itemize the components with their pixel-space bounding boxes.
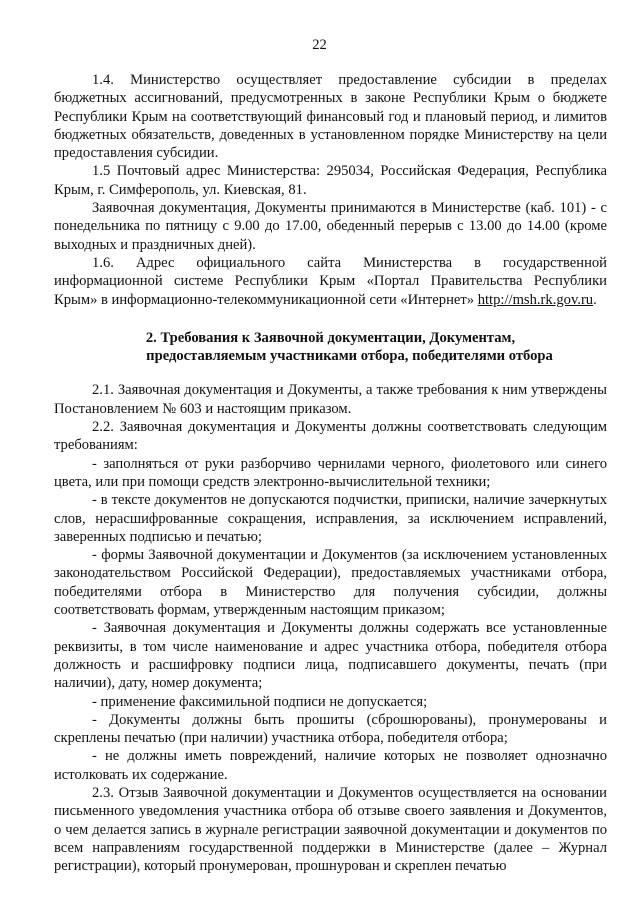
requirement-item: - заполняться от руки разборчиво чернилами черного, фиолетового или синего цвета, или при помощи средств электронно-вычислительной техники;	[54, 455, 607, 490]
page-number: 22	[312, 37, 327, 53]
section-2-heading	[54, 329, 607, 366]
paragraph-1-5: 1.5 Почтовый адрес Министерства: 295034, Российская Федерация, Республика Крым, г. Симферополь, ул. Киевская, 81.	[54, 163, 607, 198]
document-body	[54, 71, 607, 875]
requirement-item: - применение факсимильной подписи не допускается;	[92, 693, 428, 710]
requirement-item: - не должны иметь повреждений, наличие которых не позволяет однозначно истолковать их содержание.	[54, 748, 607, 783]
paragraph-2-1: 2.1. Заявочная документация и Документы, а также требования к ним утверждены Постановлением № 603 и настоящим приказом.	[54, 382, 607, 417]
paragraph-1-6-text: 1.6. Адрес официального сайта Министерства в государственной информационной системе Республики Крым «Портал Правительства Республики Крым» в информационно-телекоммуникационной сети «Интернет»	[54, 254, 607, 308]
website-link[interactable]: http://msh.rk.gov.ru	[477, 291, 594, 308]
requirement-item: - в тексте документов не допускаются подчистки, приписки, наличие зачеркнутых слов, нерасшифрованные сокращения, исправления, за исключением исправлений, заверенных подписью и печатью;	[54, 492, 607, 545]
requirement-item: - формы Заявочной документации и Документов (за исключением установленных законодательством Российской Федерации), предоставляемых участниками отбора, победителями отбора в Министерство для получения субсидии, должны соответствовать формам, утвержденным настоящим приказом;	[54, 547, 607, 619]
requirement-item: - Документы должны быть прошиты (сброшюрованы), пронумерованы и скреплены печатью (при наличии) участника отбора, победителя отбора;	[54, 711, 607, 747]
paragraph-1-6-end: .	[593, 291, 597, 308]
paragraph-2-2: 2.2. Заявочная документация и Документы должны соответствовать следующим требованиям:	[54, 419, 607, 454]
paragraph-reception-hours: Заявочная документация, Документы принимаются в Министерстве (каб. 101) - с понедельника по пятницу с 9.00 до 17.00, обеденный перерыв с 13.00 до 14.00 (кроме выходных и праздничных дней).	[54, 200, 607, 253]
paragraph-1-6	[54, 254, 607, 309]
paragraph-2-3: 2.3. Отзыв Заявочной документации и Документов осуществляется на основании письменного уведомления участника отбора об отзыве своего заявления и Документов, о чем делается запись в журнале регистрации заявочной документации и документов по всем направлениям государственной поддержки в Министерстве (далее – Журнал регистрации), который пронумерован, прошнурован и скреплен печатью	[54, 784, 607, 875]
paragraph-1-4: 1.4. Министерство осуществляет предоставление субсидии в пределах бюджетных ассигнований, предусмотренных в законе Республики Крым о бюджете Республики Крым на соответствующий финансовый год и плановый период, и лимитов бюджетных обязательств, доведенных в установленном порядке Министерству на цели предоставления субсидии.	[54, 72, 607, 162]
section-2-heading-line-2: предоставляемым участниками отбора, победителями отбора	[146, 348, 553, 365]
section-2-heading-line-1: 2. Требования к Заявочной документации, Документам,	[145, 329, 516, 346]
requirement-item: - Заявочная документация и Документы должны содержать все установленные реквизиты, в том числе наименование и адрес участника отбора, победителя отбора должность и расшифровку подписи лица, подписавшего документы, печать (при наличии), дату, номер документа;	[54, 620, 607, 692]
